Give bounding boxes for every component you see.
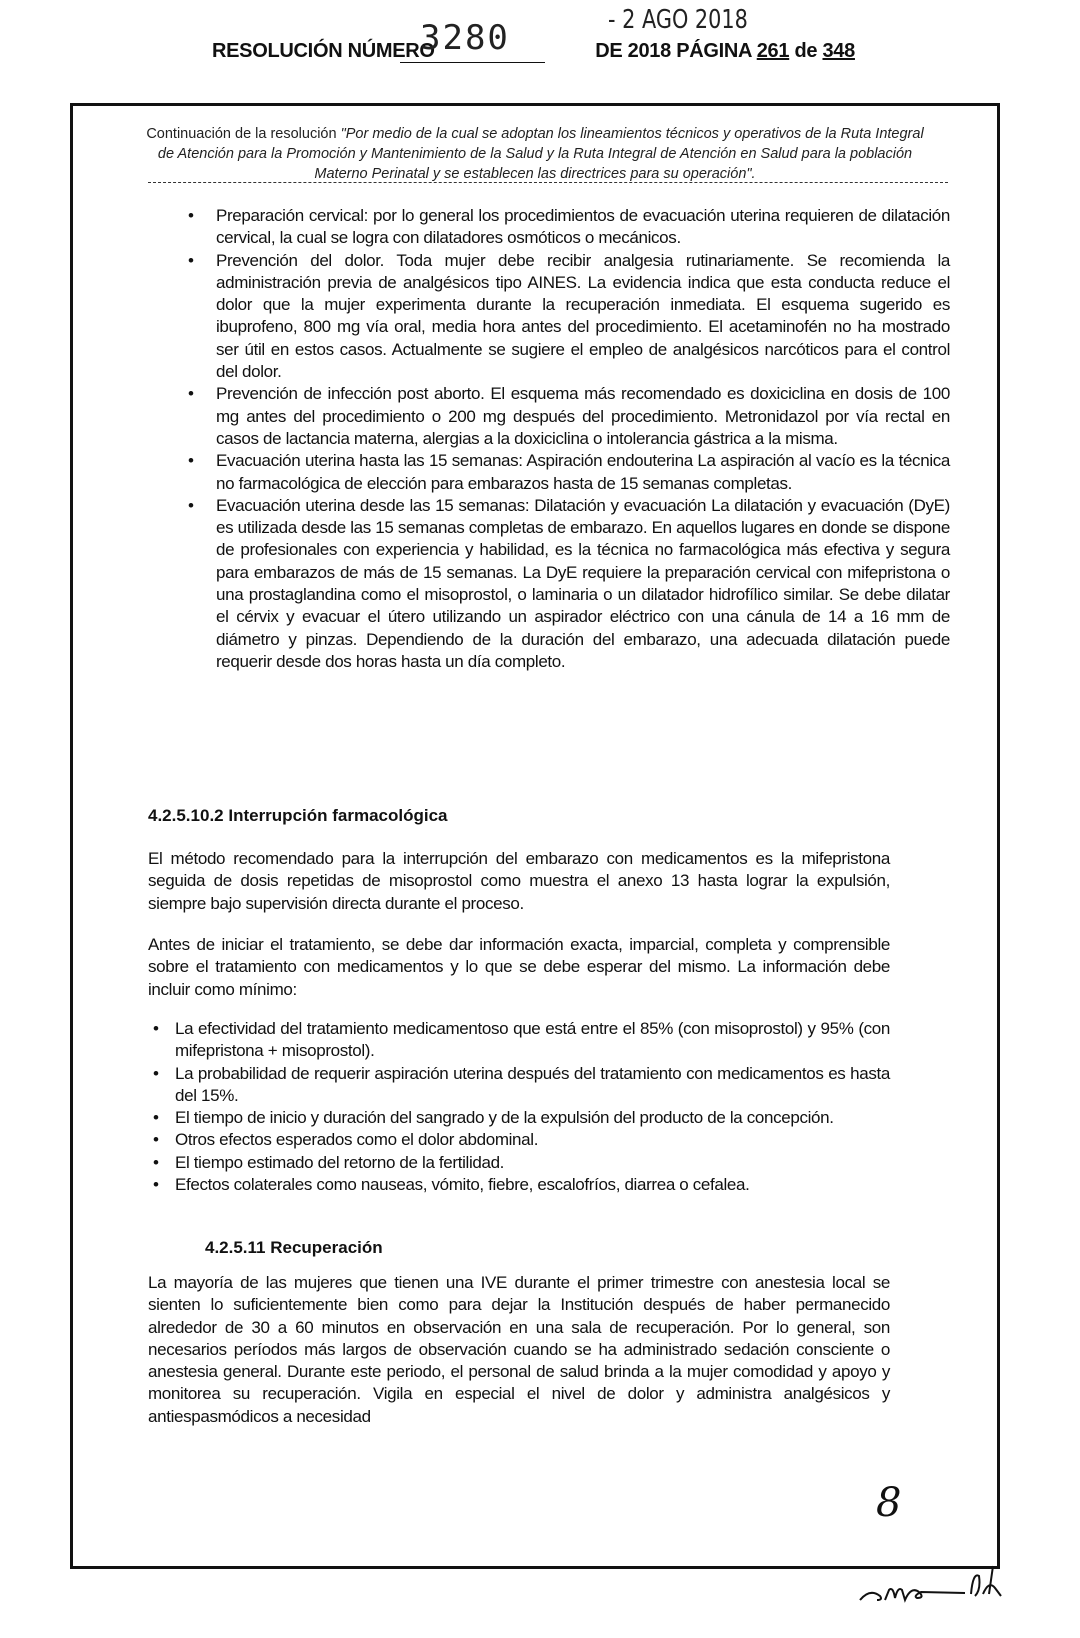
continuation-lead: Continuación de la resolución <box>146 126 341 142</box>
number-underline <box>400 62 545 63</box>
handwritten-mark: 8 <box>876 1480 902 1526</box>
date-stamp: - 2 AGO 2018 <box>608 5 748 35</box>
section-heading: 4.2.5.10.2 Interrupción farmacológica <box>148 806 448 825</box>
list-item: • Evacuación uterina hasta las 15 semanas: Aspiración endouterina La aspiración al vacío es la técnica no farmacológica de elección para embarazos hasta de 15 semanas completas. <box>216 450 950 495</box>
procedure-list <box>216 205 950 673</box>
list-item: • Prevención del dolor. Toda mujer debe recibir analgesia rutinariamente. Se recomienda la administración previa de analgésicos tipo AINES. La evidencia indica que esta conducta reduce el dolor que la mujer experimenta durante la recuperación inmediata. El esquema sugerido es ibuprofeno, 800 mg vía oral, media hora antes del procedimiento. El acetaminofén no ha mostrado ser útil en estos casos. Actualmente se sugiere el empleo de analgésicos narcóticos para el control del dolor. <box>216 250 950 384</box>
list-item: • Preparación cervical: por lo general los procedimientos de evacuación uterina requieren de dilatación cervical, la cual se logra con dilatadores osmóticos o mecánicos. <box>216 205 950 250</box>
resolution-number-stamp: 3280 <box>420 18 510 58</box>
information-list <box>175 1018 890 1196</box>
header-prefix: RESOLUCIÓN NÚMERO <box>212 40 435 62</box>
header-year: DE 2018 PÁGINA <box>595 40 752 62</box>
paragraph: La mayoría de las mujeres que tienen una IVE durante el primer trimestre con anestesia local se sienten lo suficientemente bien como para dejar la Institución después de haber permanecido alrededor de 30 a 60 minutos en observación en una sala de recuperación. Por lo general, son necesarios períodos más largos de observación cuando se ha administrado sedación consciente o anestesia general. Durante este periodo, el personal de salud brinda a la mujer comodidad y apoyo y monitorea su recuperación. Vigila en especial el nivel de dolor y administra analgésicos y antiespasmódicos a necesidad <box>148 1273 890 1426</box>
paragraph: El método recomendado para la interrupción del embarazo con medicamentos es la mifepristona seguida de dosis repetidas de misoprostol como muestra el anexo 13 hasta lograr la expulsión, siempre bajo supervisión directa durante el proceso. <box>148 849 890 913</box>
list-item: • Evacuación uterina desde las 15 semanas: Dilatación y evacuación La dilatación y evacuación (DyE) es utilizada desde las 15 semanas completas de embarazo. En aquellos lugares en donde se dispone de profesionales con experiencia y habilidad, es la técnica no farmacológica más efectiva y segura para embarazos de más de 15 semanas. La DyE requiere la preparación cervical con mifepristona o una prostaglandina como el misoprostol, o laminaria o un dilatador hidrofílico similar. Se debe dilatar el cérvix y evacuar el útero utilizando un aspirador eléctrico con una cánula de 14 a 16 mm de diámetro y pinzas. Dependiendo de la duración del embarazo, una adecuada dilatación puede requerir desde dos horas hasta un día completo. <box>216 495 950 673</box>
dashed-divider <box>148 182 948 183</box>
resolution-header <box>212 40 855 63</box>
section-heading: 4.2.5.11 Recuperación <box>205 1238 383 1257</box>
continuation-quote: "Por medio de la cual se adoptan los lineamientos técnicos y operativos de la Ruta Integral de Atención para la Promoción y Mantenimiento de la Salud y la Ruta Integral de Atención en Salud para la población Materno Perinatal y se establecen las directrices para su operación". <box>157 126 924 182</box>
list-item: • Otros efectos esperados como el dolor abdominal. <box>175 1129 890 1151</box>
list-item: • Efectos colaterales como nauseas, vómito, fiebre, escalofríos, diarrea o cefalea. <box>175 1174 890 1196</box>
list-item: • El tiempo estimado del retorno de la fertilidad. <box>175 1152 890 1174</box>
page-number: 261 <box>756 40 790 62</box>
paragraph: Antes de iniciar el tratamiento, se debe dar información exacta, imparcial, completa y comprensible sobre el tratamiento con medicamentos y lo que se debe esperar del mismo. La información debe incluir como mínimo: <box>148 935 890 999</box>
page-total: 348 <box>822 40 855 62</box>
continuation-note <box>140 124 930 184</box>
list-item: • Prevención de infección post aborto. El esquema más recomendado es doxiciclina en dosis de 100 mg antes del procedimiento o 200 mg después del procedimiento. Metronidazol por vía rectal en casos de lactancia materna, alergias a la doxiciclina o intolerancia gástrica a la misma. <box>216 383 950 450</box>
list-item: • La efectividad del tratamiento medicamentoso que está entre el 85% (con misoprostol) y 95% (con mifepristona + misoprostol). <box>175 1018 890 1063</box>
list-item: • El tiempo de inicio y duración del sangrado y de la expulsión del producto de la concepción. <box>175 1107 890 1129</box>
list-item: • La probabilidad de requerir aspiración uterina después del tratamiento con medicamentos es hasta del 15%. <box>175 1063 890 1108</box>
page-of: de <box>794 40 818 62</box>
signature <box>855 1560 1035 1610</box>
